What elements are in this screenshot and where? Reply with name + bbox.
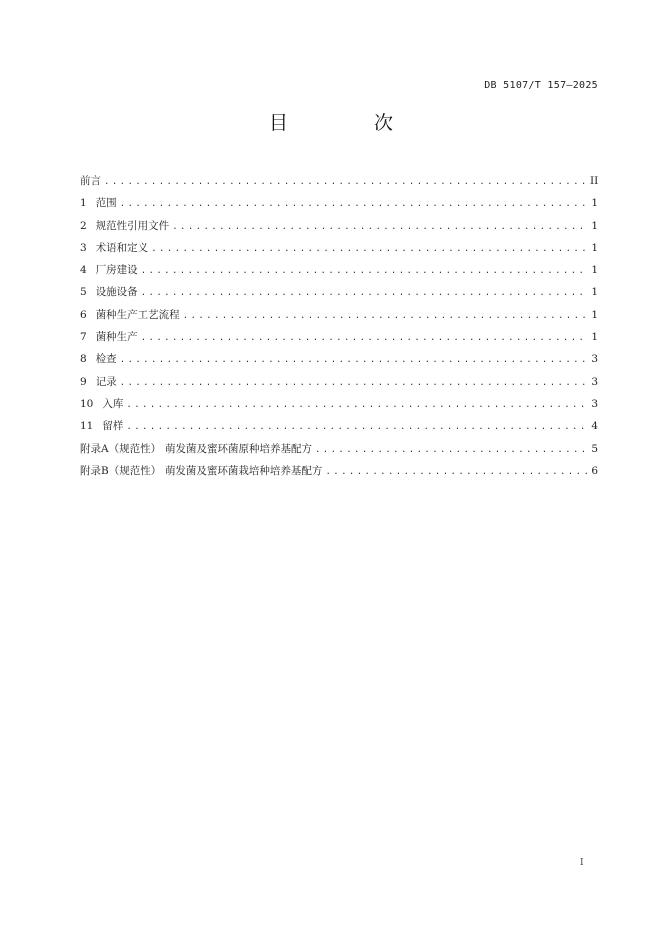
toc-entry-number: 1 (80, 197, 87, 210)
standard-code: DB 5107/T 157—2025 (484, 80, 598, 91)
toc-entry-number: 10 (80, 397, 94, 410)
toc-entry-label: 菌种生产 (95, 331, 138, 344)
toc-entry-number: 5 (80, 286, 87, 299)
toc-entry-5[interactable] (80, 281, 598, 303)
toc-entry-number: 3 (80, 241, 87, 254)
toc-entry-page: 3 (591, 375, 598, 388)
toc-entry-8[interactable] (80, 348, 598, 370)
toc-entry-page: 3 (591, 397, 598, 410)
toc-entry-page: 1 (591, 197, 598, 210)
toc-entry-label: 前言 (80, 175, 101, 187)
toc-entry-page: 1 (591, 286, 598, 299)
toc-dot-leader (104, 171, 587, 193)
toc-dot-leader (141, 260, 587, 282)
toc-entry-number: 7 (80, 331, 87, 344)
toc-entry-number: 附录A（规范性） (80, 442, 162, 455)
toc-entry-number: 8 (80, 353, 87, 366)
toc-entry-label: 留样 (102, 420, 124, 433)
toc-entry-page: 1 (591, 264, 598, 277)
toc-entry-4[interactable] (80, 259, 598, 281)
toc-entry-6[interactable] (80, 304, 598, 326)
toc-entry-page: 4 (591, 420, 598, 433)
toc-entry-label: 设施设备 (95, 286, 138, 299)
toc-dot-leader (141, 282, 587, 304)
toc-entry-page: 1 (591, 331, 598, 344)
table-of-contents (80, 170, 598, 482)
page-title: 目 次 (268, 112, 434, 134)
toc-entry-number: 6 (80, 308, 87, 321)
toc-entry-foreword[interactable] (80, 170, 598, 192)
toc-entry-11[interactable] (80, 415, 598, 437)
toc-entry-page: 6 (591, 464, 598, 477)
toc-entry-label: 规范性引用文件 (95, 219, 170, 232)
toc-entry-number: 4 (80, 264, 87, 277)
toc-entry-page: 1 (591, 219, 598, 232)
toc-dot-leader (172, 216, 587, 238)
toc-entry-label: 萌发菌及蜜环菌栽培种培养基配方 (164, 464, 323, 477)
toc-entry-label: 萌发菌及蜜环菌原种培养基配方 (164, 442, 312, 455)
toc-dot-leader (126, 394, 587, 416)
toc-entry-page: II (590, 175, 599, 187)
toc-entry-7[interactable] (80, 326, 598, 348)
toc-entry-page: 1 (591, 241, 598, 254)
toc-entry-label: 入库 (102, 397, 124, 410)
toc-entry-10[interactable] (80, 393, 598, 415)
toc-dot-leader (183, 305, 587, 327)
toc-entry-1[interactable] (80, 192, 598, 214)
toc-entry-number: 附录B（规范性） (80, 464, 162, 477)
toc-entry-annex-b[interactable] (80, 460, 598, 482)
toc-entry-label: 厂房建设 (95, 264, 138, 277)
toc-entry-label: 范围 (95, 197, 117, 210)
toc-dot-leader (315, 439, 587, 461)
toc-dot-leader (120, 349, 587, 371)
toc-entry-annex-a[interactable] (80, 438, 598, 460)
toc-entry-number: 11 (80, 420, 94, 433)
toc-entry-number: 9 (80, 375, 87, 388)
toc-entry-label: 记录 (95, 375, 117, 388)
toc-dot-leader (120, 193, 587, 215)
toc-dot-leader (126, 416, 587, 438)
toc-entry-3[interactable] (80, 237, 598, 259)
toc-entry-label: 检查 (95, 353, 117, 366)
toc-entry-page: 3 (591, 353, 598, 366)
toc-dot-leader (151, 238, 587, 260)
toc-entry-label: 菌种生产工艺流程 (95, 308, 180, 321)
toc-entry-label: 术语和定义 (95, 241, 149, 254)
toc-dot-leader (325, 461, 587, 483)
toc-dot-leader (120, 372, 587, 394)
toc-entry-page: 5 (591, 442, 598, 455)
toc-entry-9[interactable] (80, 371, 598, 393)
toc-entry-page: 1 (591, 308, 598, 321)
page-number: I (580, 858, 584, 868)
toc-entry-2[interactable] (80, 215, 598, 237)
toc-entry-number: 2 (80, 219, 87, 232)
toc-dot-leader (141, 327, 587, 349)
